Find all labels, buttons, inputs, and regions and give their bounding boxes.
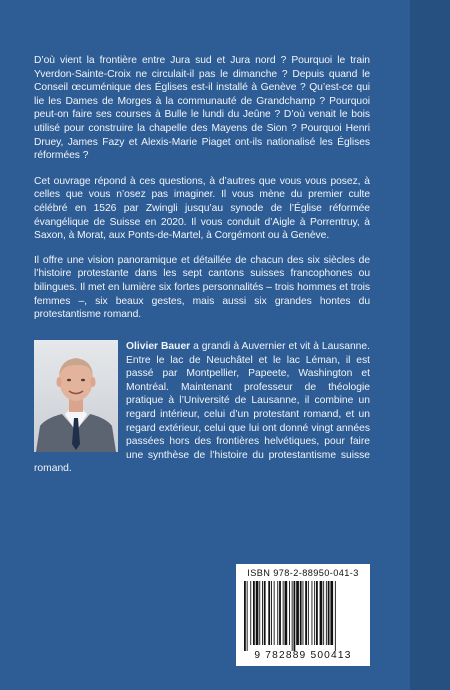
intro-questions-paragraph: D’où vient la frontière entre Jura sud et Jura nord ? Pourquoi le train Yverdon-Sainte-Croix ne circulait-il pas le dimanche ? Depuis quand le Conseil œcuménique des Églises est-il installé à Genève ? Qu’est-ce qui lie les Dames de Morges à la communauté de Grandchamp ? Pourquoi peut-on faire ses courses à Bulle le lundi du Jeûne ? D’où venait le bois utilisé pour construire la chapelle des Mayens de Sion ? Pourquoi Henri Druey, James Fazy et Alexis-Marie Piaget ont-ils nationalisé les Églises réformées ? — [34, 55, 370, 162]
author-name: Olivier Bauer — [126, 341, 191, 352]
overview-paragraph: Il offre une vision panoramique et détaillée de chacun des six siècles de l’histoire protestante dans les sept cantons suisses francophones ou bilingues. Il met en lumière six fortes personnalités – trois hommes et trois femmes –, six beaux gestes, mais aussi six grandes hontes du protestantisme romand. — [34, 254, 370, 321]
back-cover-text — [34, 54, 370, 333]
description-paragraph: Cet ouvrage répond à ces questions, à d’autres que vous vous posez, à celles que vous n’osez pas imaginer. Il vous mène du premier culte célébré en 1526 par Zwingli jusqu’au synode de l’Église réformée évangélique de Suisse en 2020. Il vous conduit d’Aigle à Porrentruy, à Saxon, à Morat, aux Ponts-de-Martel, à Corgémont ou à Genève. — [34, 175, 370, 242]
author-photo — [34, 340, 118, 452]
author-bio-section — [34, 340, 370, 476]
isbn-label: ISBN 978-2-88950-041-3 — [247, 568, 359, 578]
barcode-bars — [242, 581, 364, 651]
cover-spine-band — [410, 0, 450, 690]
author-bio-body: a grandi à Auvernier et vit à Lausanne. Entre le lac de Neuchâtel et le lac Léman, il est passé par Montpellier, Papeete, Washington et Montréal. Maintenant professeur de théologie pratique à l’Université de Lausanne, il combine un regard intérieur, celui d’un protestant romand, et un regard extérieur, celui que lui ont donné vingt années passées hors des frontières helvétiques, pour faire une synthèse de l’histoire du protestantisme suisse romand. — [34, 341, 370, 475]
ean-digits: 9 782889 500413 — [254, 650, 352, 661]
isbn-barcode — [236, 564, 370, 666]
